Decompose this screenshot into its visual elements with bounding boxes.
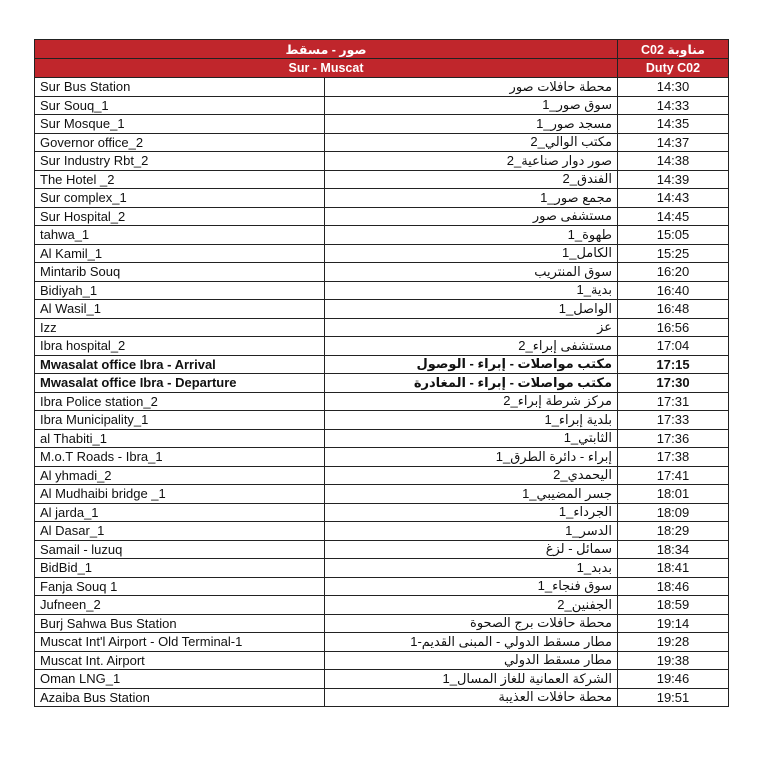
departure-time: 18:01 bbox=[618, 485, 729, 504]
stop-name-en: Sur Hospital_2 bbox=[35, 207, 325, 226]
departure-time: 18:29 bbox=[618, 522, 729, 541]
departure-time: 14:37 bbox=[618, 133, 729, 152]
departure-time: 17:31 bbox=[618, 392, 729, 411]
table-row bbox=[35, 115, 729, 134]
table-row bbox=[35, 78, 729, 97]
table-row bbox=[35, 189, 729, 208]
stop-name-ar: الشركة العمانية للغاز المسال_1 bbox=[325, 670, 618, 689]
table-row bbox=[35, 651, 729, 670]
table-row bbox=[35, 466, 729, 485]
departure-time: 15:25 bbox=[618, 244, 729, 263]
stop-name-en: Sur complex_1 bbox=[35, 189, 325, 208]
stop-name-ar: محطة حافلات صور bbox=[325, 78, 618, 97]
stop-name-en: Azaiba Bus Station bbox=[35, 688, 325, 707]
departure-time: 17:36 bbox=[618, 429, 729, 448]
stop-name-ar: سوق المنتريب bbox=[325, 263, 618, 282]
stop-name-ar: الدسر_1 bbox=[325, 522, 618, 541]
stop-name-ar: مجمع صور_1 bbox=[325, 189, 618, 208]
table-row bbox=[35, 577, 729, 596]
table-row bbox=[35, 429, 729, 448]
stop-name-ar: اليحمدي_2 bbox=[325, 466, 618, 485]
stop-name-en: Mwasalat office Ibra - Arrival bbox=[35, 355, 325, 374]
stop-name-ar: مكتب مواصلات - إبراء - الوصول bbox=[325, 355, 618, 374]
stop-name-en: Fanja Souq 1 bbox=[35, 577, 325, 596]
departure-time: 14:33 bbox=[618, 96, 729, 115]
table-row bbox=[35, 337, 729, 356]
stop-name-ar: الواصل_1 bbox=[325, 300, 618, 319]
stop-name-ar: مطار مسقط الدولي - المبنى القديم-1 bbox=[325, 633, 618, 652]
table-row bbox=[35, 133, 729, 152]
stop-name-en: Governor office_2 bbox=[35, 133, 325, 152]
stop-name-ar: مسجد صور_1 bbox=[325, 115, 618, 134]
table-row bbox=[35, 596, 729, 615]
departure-time: 18:41 bbox=[618, 559, 729, 578]
stop-name-en: Burj Sahwa Bus Station bbox=[35, 614, 325, 633]
stop-name-ar: إبراء - دائرة الطرق_1 bbox=[325, 448, 618, 467]
stop-name-ar: مطار مسقط الدولي bbox=[325, 651, 618, 670]
stop-name-en: Izz bbox=[35, 318, 325, 337]
table-row bbox=[35, 355, 729, 374]
stop-name-en: M.o.T Roads - Ibra_1 bbox=[35, 448, 325, 467]
stop-name-en: Mintarib Souq bbox=[35, 263, 325, 282]
header-row-english bbox=[35, 59, 729, 78]
departure-time: 14:39 bbox=[618, 170, 729, 189]
table-row bbox=[35, 448, 729, 467]
table-row bbox=[35, 614, 729, 633]
departure-time: 17:30 bbox=[618, 374, 729, 393]
departure-time: 19:28 bbox=[618, 633, 729, 652]
stop-name-en: Oman LNG_1 bbox=[35, 670, 325, 689]
departure-time: 17:38 bbox=[618, 448, 729, 467]
stop-name-en: Al jarda_1 bbox=[35, 503, 325, 522]
table-row bbox=[35, 263, 729, 282]
duty-label-en: Duty C02 bbox=[618, 59, 729, 78]
stop-name-en: al Thabiti_1 bbox=[35, 429, 325, 448]
departure-time: 14:38 bbox=[618, 152, 729, 171]
route-title-en: Sur - Muscat bbox=[35, 59, 618, 78]
stop-name-en: BidBid_1 bbox=[35, 559, 325, 578]
departure-time: 19:51 bbox=[618, 688, 729, 707]
stop-name-en: Al Dasar_1 bbox=[35, 522, 325, 541]
stop-name-en: Jufneen_2 bbox=[35, 596, 325, 615]
departure-time: 18:46 bbox=[618, 577, 729, 596]
departure-time: 17:33 bbox=[618, 411, 729, 430]
table-row bbox=[35, 152, 729, 171]
stop-name-en: Al Kamil_1 bbox=[35, 244, 325, 263]
table-row bbox=[35, 485, 729, 504]
table-row bbox=[35, 503, 729, 522]
departure-time: 14:30 bbox=[618, 78, 729, 97]
stop-name-en: Sur Industry Rbt_2 bbox=[35, 152, 325, 171]
table-row bbox=[35, 300, 729, 319]
departure-time: 17:15 bbox=[618, 355, 729, 374]
departure-time: 16:56 bbox=[618, 318, 729, 337]
stop-name-ar: طهوة_1 bbox=[325, 226, 618, 245]
departure-time: 18:59 bbox=[618, 596, 729, 615]
table-row bbox=[35, 559, 729, 578]
stop-name-ar: محطة حافلات برج الصحوة bbox=[325, 614, 618, 633]
departure-time: 16:48 bbox=[618, 300, 729, 319]
stop-name-ar: محطة حافلات العذيبة bbox=[325, 688, 618, 707]
departure-time: 16:40 bbox=[618, 281, 729, 300]
table-row bbox=[35, 244, 729, 263]
table-row bbox=[35, 96, 729, 115]
stop-name-ar: جسر المضيبي_1 bbox=[325, 485, 618, 504]
stop-name-ar: بدبد_1 bbox=[325, 559, 618, 578]
departure-time: 17:04 bbox=[618, 337, 729, 356]
stop-name-ar: الكامل_1 bbox=[325, 244, 618, 263]
departure-time: 18:09 bbox=[618, 503, 729, 522]
stop-name-ar: مكتب مواصلات - إبراء - المغادرة bbox=[325, 374, 618, 393]
stop-name-en: Ibra hospital_2 bbox=[35, 337, 325, 356]
departure-time: 15:05 bbox=[618, 226, 729, 245]
stop-name-en: Bidiyah_1 bbox=[35, 281, 325, 300]
stop-name-en: Samail - luzuq bbox=[35, 540, 325, 559]
departure-time: 14:35 bbox=[618, 115, 729, 134]
duty-label-ar: مناوبة C02 bbox=[618, 40, 729, 59]
stop-name-ar: الجرداء_1 bbox=[325, 503, 618, 522]
stop-name-en: Muscat Int'l Airport - Old Terminal-1 bbox=[35, 633, 325, 652]
departure-time: 17:41 bbox=[618, 466, 729, 485]
route-title-ar: صور - مسقط bbox=[35, 40, 618, 59]
departure-time: 14:45 bbox=[618, 207, 729, 226]
stop-name-en: Ibra Police station_2 bbox=[35, 392, 325, 411]
stop-name-ar: سمائل - لزغ bbox=[325, 540, 618, 559]
stop-name-en: The Hotel _2 bbox=[35, 170, 325, 189]
stop-name-ar: الفندق_2 bbox=[325, 170, 618, 189]
departure-time: 18:34 bbox=[618, 540, 729, 559]
stop-name-en: Sur Souq_1 bbox=[35, 96, 325, 115]
stop-name-ar: مكتب الوالي_2 bbox=[325, 133, 618, 152]
table-row bbox=[35, 522, 729, 541]
stop-name-en: Ibra Municipality_1 bbox=[35, 411, 325, 430]
departure-time: 14:43 bbox=[618, 189, 729, 208]
stop-name-en: Mwasalat office Ibra - Departure bbox=[35, 374, 325, 393]
table-row bbox=[35, 411, 729, 430]
table-row bbox=[35, 392, 729, 411]
table-row bbox=[35, 226, 729, 245]
stop-name-ar: سوق صور_1 bbox=[325, 96, 618, 115]
stop-name-ar: سوق فنجاء_1 bbox=[325, 577, 618, 596]
stop-name-en: Muscat Int. Airport bbox=[35, 651, 325, 670]
table-row bbox=[35, 633, 729, 652]
table-row bbox=[35, 374, 729, 393]
stop-name-en: Al yhmadi_2 bbox=[35, 466, 325, 485]
departure-time: 19:38 bbox=[618, 651, 729, 670]
stop-name-en: Al Mudhaibi bridge _1 bbox=[35, 485, 325, 504]
stop-name-ar: بدية_1 bbox=[325, 281, 618, 300]
stop-name-en: tahwa_1 bbox=[35, 226, 325, 245]
table-row bbox=[35, 670, 729, 689]
stop-name-en: Sur Bus Station bbox=[35, 78, 325, 97]
stop-name-ar: صور دوار صناعية_2 bbox=[325, 152, 618, 171]
departure-time: 19:14 bbox=[618, 614, 729, 633]
table-row bbox=[35, 318, 729, 337]
departure-time: 19:46 bbox=[618, 670, 729, 689]
stop-name-ar: مستشفى إبراء_2 bbox=[325, 337, 618, 356]
stops-body bbox=[35, 78, 729, 707]
stop-name-en: Sur Mosque_1 bbox=[35, 115, 325, 134]
stop-name-ar: مركز شرطة إبراء_2 bbox=[325, 392, 618, 411]
schedule-table bbox=[34, 39, 729, 707]
departure-time: 16:20 bbox=[618, 263, 729, 282]
stop-name-ar: الجفنين_2 bbox=[325, 596, 618, 615]
stop-name-ar: عز bbox=[325, 318, 618, 337]
stop-name-en: Al Wasil_1 bbox=[35, 300, 325, 319]
table-row bbox=[35, 688, 729, 707]
table-row bbox=[35, 281, 729, 300]
stop-name-ar: الثابتي_1 bbox=[325, 429, 618, 448]
table-row bbox=[35, 170, 729, 189]
table-row bbox=[35, 207, 729, 226]
table-row bbox=[35, 540, 729, 559]
header-row-arabic bbox=[35, 40, 729, 59]
stop-name-ar: مستشفى صور bbox=[325, 207, 618, 226]
stop-name-ar: بلدية إبراء_1 bbox=[325, 411, 618, 430]
